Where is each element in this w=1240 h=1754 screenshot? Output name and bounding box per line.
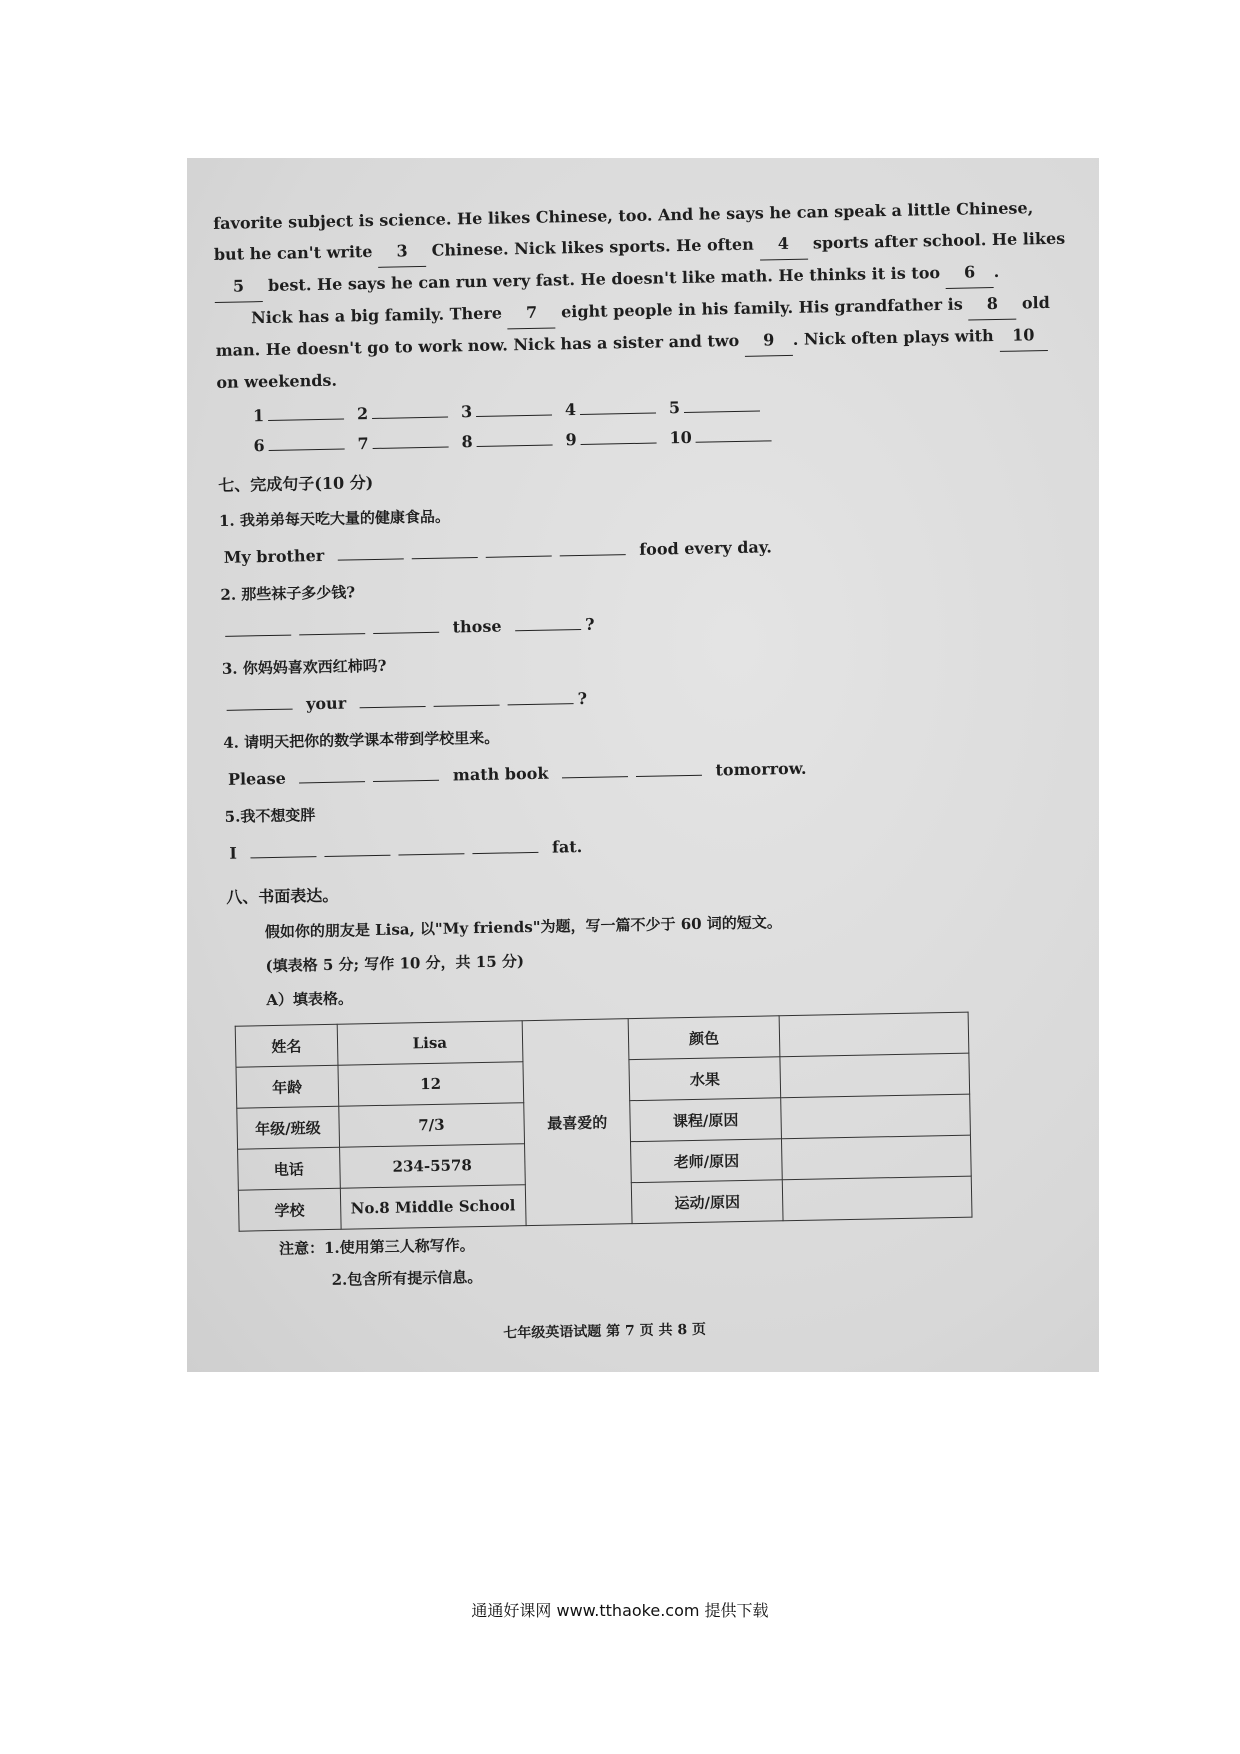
- q1-blank[interactable]: [560, 554, 626, 556]
- q1-prompt: 1. 我弟弟每天吃大量的健康食品。: [218, 507, 451, 530]
- q3-blank[interactable]: [360, 706, 426, 708]
- blank-4: 4: [759, 228, 808, 261]
- q2-blank[interactable]: [515, 629, 581, 631]
- blank-3: 3: [378, 235, 427, 268]
- passage-line-6: on weekends.: [216, 370, 338, 392]
- q5-blank[interactable]: [251, 856, 317, 858]
- answer-slot[interactable]: 1: [253, 399, 358, 431]
- answer-slot[interactable]: 9: [565, 423, 670, 455]
- fill-cell[interactable]: [782, 1176, 972, 1221]
- q1-blank[interactable]: [486, 556, 552, 558]
- fill-cell[interactable]: [779, 1012, 969, 1057]
- answer-grid: [217, 388, 958, 462]
- passage-line-4: Nick has a big family. There 7 eight people in his family. His grandfather is 8 old: [215, 289, 955, 335]
- table-row: 姓名 Lisa 最喜爱的 颜色: [235, 1012, 969, 1067]
- blank-6: 6: [945, 256, 994, 289]
- q1-blank[interactable]: [412, 557, 478, 559]
- answer-slot[interactable]: 4: [565, 393, 670, 425]
- q4-blank[interactable]: [373, 780, 439, 782]
- q1-blank[interactable]: [338, 558, 404, 560]
- fill-cell[interactable]: [780, 1094, 970, 1139]
- q5-blank[interactable]: [472, 852, 538, 854]
- answer-slot[interactable]: 5: [669, 391, 774, 423]
- q3-answer: your ?: [222, 672, 963, 726]
- scanned-page-photo: [187, 158, 1099, 1372]
- q4-prompt: 4. 请明天把你的数学课本带到学校里来。: [223, 728, 500, 752]
- q2-blank[interactable]: [373, 632, 439, 634]
- favorite-header: 最喜爱的: [522, 1019, 632, 1226]
- table-row: 学校 No.8 Middle School 运动/原因: [238, 1176, 972, 1231]
- answer-slot[interactable]: 10: [669, 421, 774, 453]
- q2-blank[interactable]: [299, 633, 365, 635]
- fill-cell[interactable]: [781, 1135, 971, 1180]
- answer-slot[interactable]: 6: [253, 429, 358, 461]
- download-caption: 通通好课网 www.tthaoke.com 提供下载: [471, 1601, 769, 1620]
- q2-blank[interactable]: [225, 635, 291, 637]
- answer-slot[interactable]: 2: [357, 397, 462, 429]
- blank-5: 5: [214, 270, 263, 303]
- q2-prompt: 2. 那些袜子多少钱?: [220, 583, 356, 604]
- q5-prompt: 5.我不想变胖: [224, 806, 316, 826]
- note-2: 2.包含所有提示信息。: [331, 1268, 483, 1289]
- score-note: (填表格 5 分; 写作 10 分，共 15 分): [265, 952, 525, 976]
- q4-blank[interactable]: [562, 776, 628, 778]
- passage-line-5: man. He doesn't go to work now. Nick has a sister and two 9 . Nick often plays with 10: [215, 321, 955, 367]
- section-8-title: 八、书面表达。: [226, 885, 339, 907]
- writing-task: 假如你的朋友是 Lisa, 以"My friends"为题，写一篇不少于 60 词的短文。: [264, 913, 783, 942]
- sub-title: A）填表格。: [266, 989, 354, 1010]
- notes: [233, 1220, 974, 1298]
- q5-blank[interactable]: [399, 853, 465, 855]
- passage-line-1: favorite subject is science. He likes Chinese, too. And he says he can speak a little Chinese,: [213, 198, 1034, 233]
- table-row: 年级/班级 7/3 课程/原因: [237, 1094, 971, 1149]
- blank-10: 10: [999, 319, 1048, 352]
- q2-answer: those ?: [221, 598, 962, 652]
- note-1: 注意：1.使用第三人称写作。: [278, 1236, 475, 1258]
- q3-blank[interactable]: [434, 705, 500, 707]
- fill-cell[interactable]: [780, 1053, 970, 1098]
- answer-slot[interactable]: 7: [357, 427, 462, 459]
- section-7-title: 七、完成句子(10 分): [218, 472, 374, 495]
- answer-slot[interactable]: 3: [461, 395, 566, 427]
- table-row: 年龄 12 水果: [236, 1053, 970, 1108]
- blank-7: 7: [507, 296, 556, 329]
- passage-line-3: 5 best. He says he can run very fast. He doesn't like math. He thinks it is too 6 .: [214, 257, 954, 303]
- q5-answer: I fat.: [229, 837, 583, 863]
- table-row: 电话 234-5578 老师/原因: [238, 1135, 972, 1190]
- q3-prompt: 3. 你妈妈喜欢西红柿吗?: [221, 656, 387, 678]
- passage-line-2: but he can't write 3 Chinese. Nick likes sports. He often 4 sports after school. He likes: [214, 225, 954, 271]
- q3-blank[interactable]: [508, 703, 574, 705]
- q5-blank[interactable]: [325, 855, 391, 857]
- info-table: [235, 1012, 973, 1232]
- q4-blank[interactable]: [299, 781, 365, 783]
- blank-9: 9: [744, 324, 793, 357]
- blank-8: 8: [968, 288, 1017, 321]
- q1-answer: My brother food every day.: [223, 537, 772, 567]
- q3-blank[interactable]: [227, 709, 293, 711]
- answer-slot[interactable]: 8: [461, 425, 566, 457]
- page-footer: 七年级英语试题 第 7 页 共 8 页: [503, 1321, 707, 1342]
- q4-answer: Please math book tomorrow.: [227, 758, 807, 789]
- q4-blank[interactable]: [636, 775, 702, 777]
- page-content: [213, 194, 1066, 1348]
